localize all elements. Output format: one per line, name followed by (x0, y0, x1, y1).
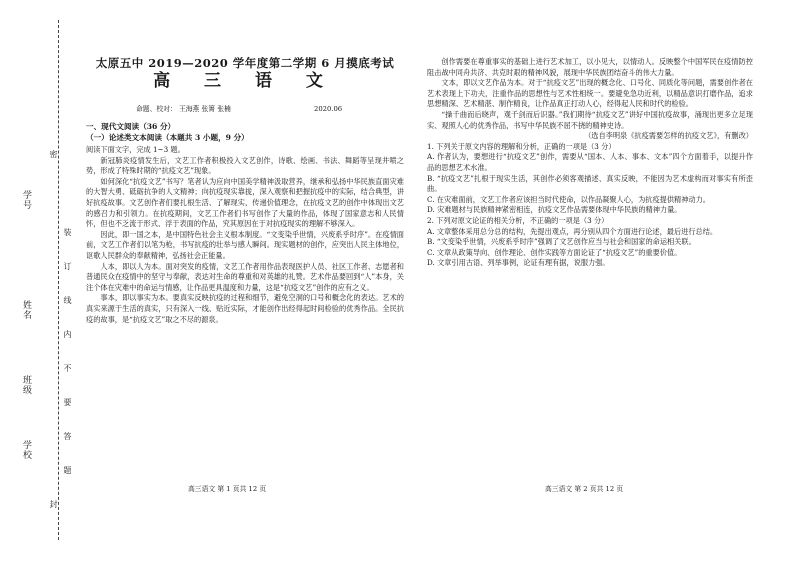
paragraph: 如何深化“抗疫文艺”书写？笔者认为应向中国美学精神汲取营养，继承和弘扬中华民族直面灾难的大智大勇、砥砺抗争的人文精神；向抗疫现实靠拢，深入观察和把握抗疫中的实际，结合典型，讲好抗疫故事。文艺创作者们要扎根生活、了解现实，传递价值理念，在抗疫文艺的创作中体现出文艺的感召力和引领力。在抗疫期间，文艺工作者们书写创作了大量的作品，体现了国家意志和人民情怀，但也不乏流于形式、浮于表面的作品，究其原因在于对抗疫现实的理解不够深入。 (86, 176, 404, 229)
seal-char: 内 (63, 330, 72, 338)
instruction: 阅读下面文字，完成 1~3 题。 (86, 145, 185, 154)
seal-char: 不 (63, 364, 72, 372)
paragraph: “操千曲而后晓声，观千剑而后识器。”我们期待“抗疫文艺”讲好中国抗疫故事，涌现出更多立足现实、观照人心的优秀作品，书写中华民族不屈不挠的精神史诗。 (427, 109, 753, 130)
paragraph: 因此，即一国之本，是中国特色社会主义根本制度。“文变染乎世情，兴废系乎时序”。在疫情面前，文艺工作者们以笔为枪，书写抗疫的壮举与感人瞬间。现实题材的创作，应突出人民主体地位，讴歌人民群众的奉献精神，弘扬社会正能量。 (86, 229, 404, 260)
question-2 (427, 216, 753, 269)
class-label: 班级 (21, 375, 31, 395)
section-title: 一、现代文阅读（36 分） (86, 122, 176, 131)
option: D. 文章引用古语、列举事例，论证有理有据，说服力强。 (427, 258, 610, 268)
seal-char: 题 (63, 466, 72, 474)
source-citation: （选自李明泉《抗疫需要怎样的抗疫文艺》，有删改） (584, 131, 753, 141)
option: A. 文章整体采用总分总的结构，先提出观点，再分别从四个方面进行论述，最后进行总结。 (427, 226, 718, 236)
option: C. 文章从政策导向、创作理论、创作实践等方面论证了“抗疫文艺”的重要价值。 (427, 247, 682, 257)
subsection-title: （一）论述类文本阅读（本题共 3 小题，9 分） (86, 133, 249, 142)
binding-margin (0, 0, 78, 561)
seal-line (58, 20, 59, 540)
school-label: 学校 (21, 440, 31, 460)
seal-char: 答 (63, 432, 72, 440)
question-1 (427, 142, 753, 216)
authors: 命题、校对： 王海燕 张箐 张楠 (136, 105, 231, 113)
seal-char: 装 (63, 228, 72, 236)
exam-title: 太原五中 2019—2020 学年度第二学期 6 月摸底考试 (95, 56, 395, 70)
option: B. “文变染乎世情，兴废系乎时序”强调了文艺创作应当与社会和国家的命运相关联。 (427, 237, 696, 247)
seal-char: 线 (63, 296, 72, 304)
passage-right (427, 57, 753, 269)
option: C. 在灾难面前，文艺工作者应该担当时代使命，以作品凝聚人心，为抗疫提供精神动力。 (427, 194, 710, 204)
option: A. 作者认为，要想进行“抗疫文艺”创作，需要从“国本、人本、事本、文本”四个方面着手，以提升作品的思想艺术水准。 (427, 152, 753, 172)
paragraph: 创作需要在尊重事实的基础上进行艺术加工，以小见大，以情动人。反映整个中国军民在疫情防控阻击战中同舟共济、共克时艰的精神风貌，展现中华民族团结奋斗的伟大力量。 (427, 57, 753, 77)
seal-char: 密 (49, 150, 58, 158)
seal-char: 封 (49, 500, 58, 508)
student-id-label: 学号 (21, 190, 31, 210)
page-footer: 高三语文 第 2 页共 12 页 (545, 485, 624, 493)
question-stem: 1. 下列关于原文内容的理解和分析，正确的一项是（3 分） (427, 141, 616, 151)
option: B. “抗疫文艺”扎根于现实生活，其创作必须客观描述、真实反映，不能因为艺术虚构而对事实有所歪曲。 (427, 173, 753, 194)
paragraph: 人本，即以人为本。面对突发的疫情，文艺工作者用作品表现医护人员、社区工作者、志愿者和普通民众在疫情中的坚守与奉献，表达对生命的尊重和对英雄的礼赞。艺术作品要回到“人”本身，关注个体在灾难中的命运与情感，让作品更具温度和力量，这是“抗疫文艺”创作的应有之义。 (86, 261, 404, 292)
paragraph: 新冠肺炎疫情发生后，文艺工作者积极投入文艺创作，诗歌、绘画、书法、舞蹈等呈现井喷之势，形成了特殊时期的“抗疫文艺”现象。 (86, 155, 404, 176)
seal-char: 要 (63, 398, 72, 406)
name-label: 姓名 (21, 300, 31, 320)
passage-left (86, 145, 404, 325)
seal-char: 订 (63, 262, 72, 270)
question-stem: 2. 下列对原文论证的相关分析，不正确的一项是（3 分） (427, 215, 609, 225)
page-footer: 高三语文 第 1 页共 12 页 (188, 485, 267, 493)
option: D. 灾难题材与民族精神紧密相连，抗疫文艺作品需要体现中华民族的精神力量。 (427, 205, 682, 215)
paragraph: 文本，即以文艺作品为本。对于“抗疫文艺”出现的概念化、口号化、同质化等问题，需要创作者在艺术表现上下功夫，注重作品的思想性与艺术性相统一。要避免急功近利，以精品意识打磨作品，追求思想精深、艺术精湛、制作精良，让作品真正打动人心，经得起人民和时代的检验。 (427, 78, 753, 109)
subject-title: 高 三 语 文 (153, 71, 337, 91)
paragraph: 事本，即以事实为本。要真实反映抗疫的过程和细节，避免空洞的口号和概念化的表达。艺术的真实来源于生活的真实，只有深入一线、贴近实际，才能创作出经得起时间检验的优秀作品。全民抗疫的故事，是“抗疫文艺”取之不尽的源泉。 (86, 293, 404, 324)
exam-date: 2020.06 (314, 105, 343, 113)
